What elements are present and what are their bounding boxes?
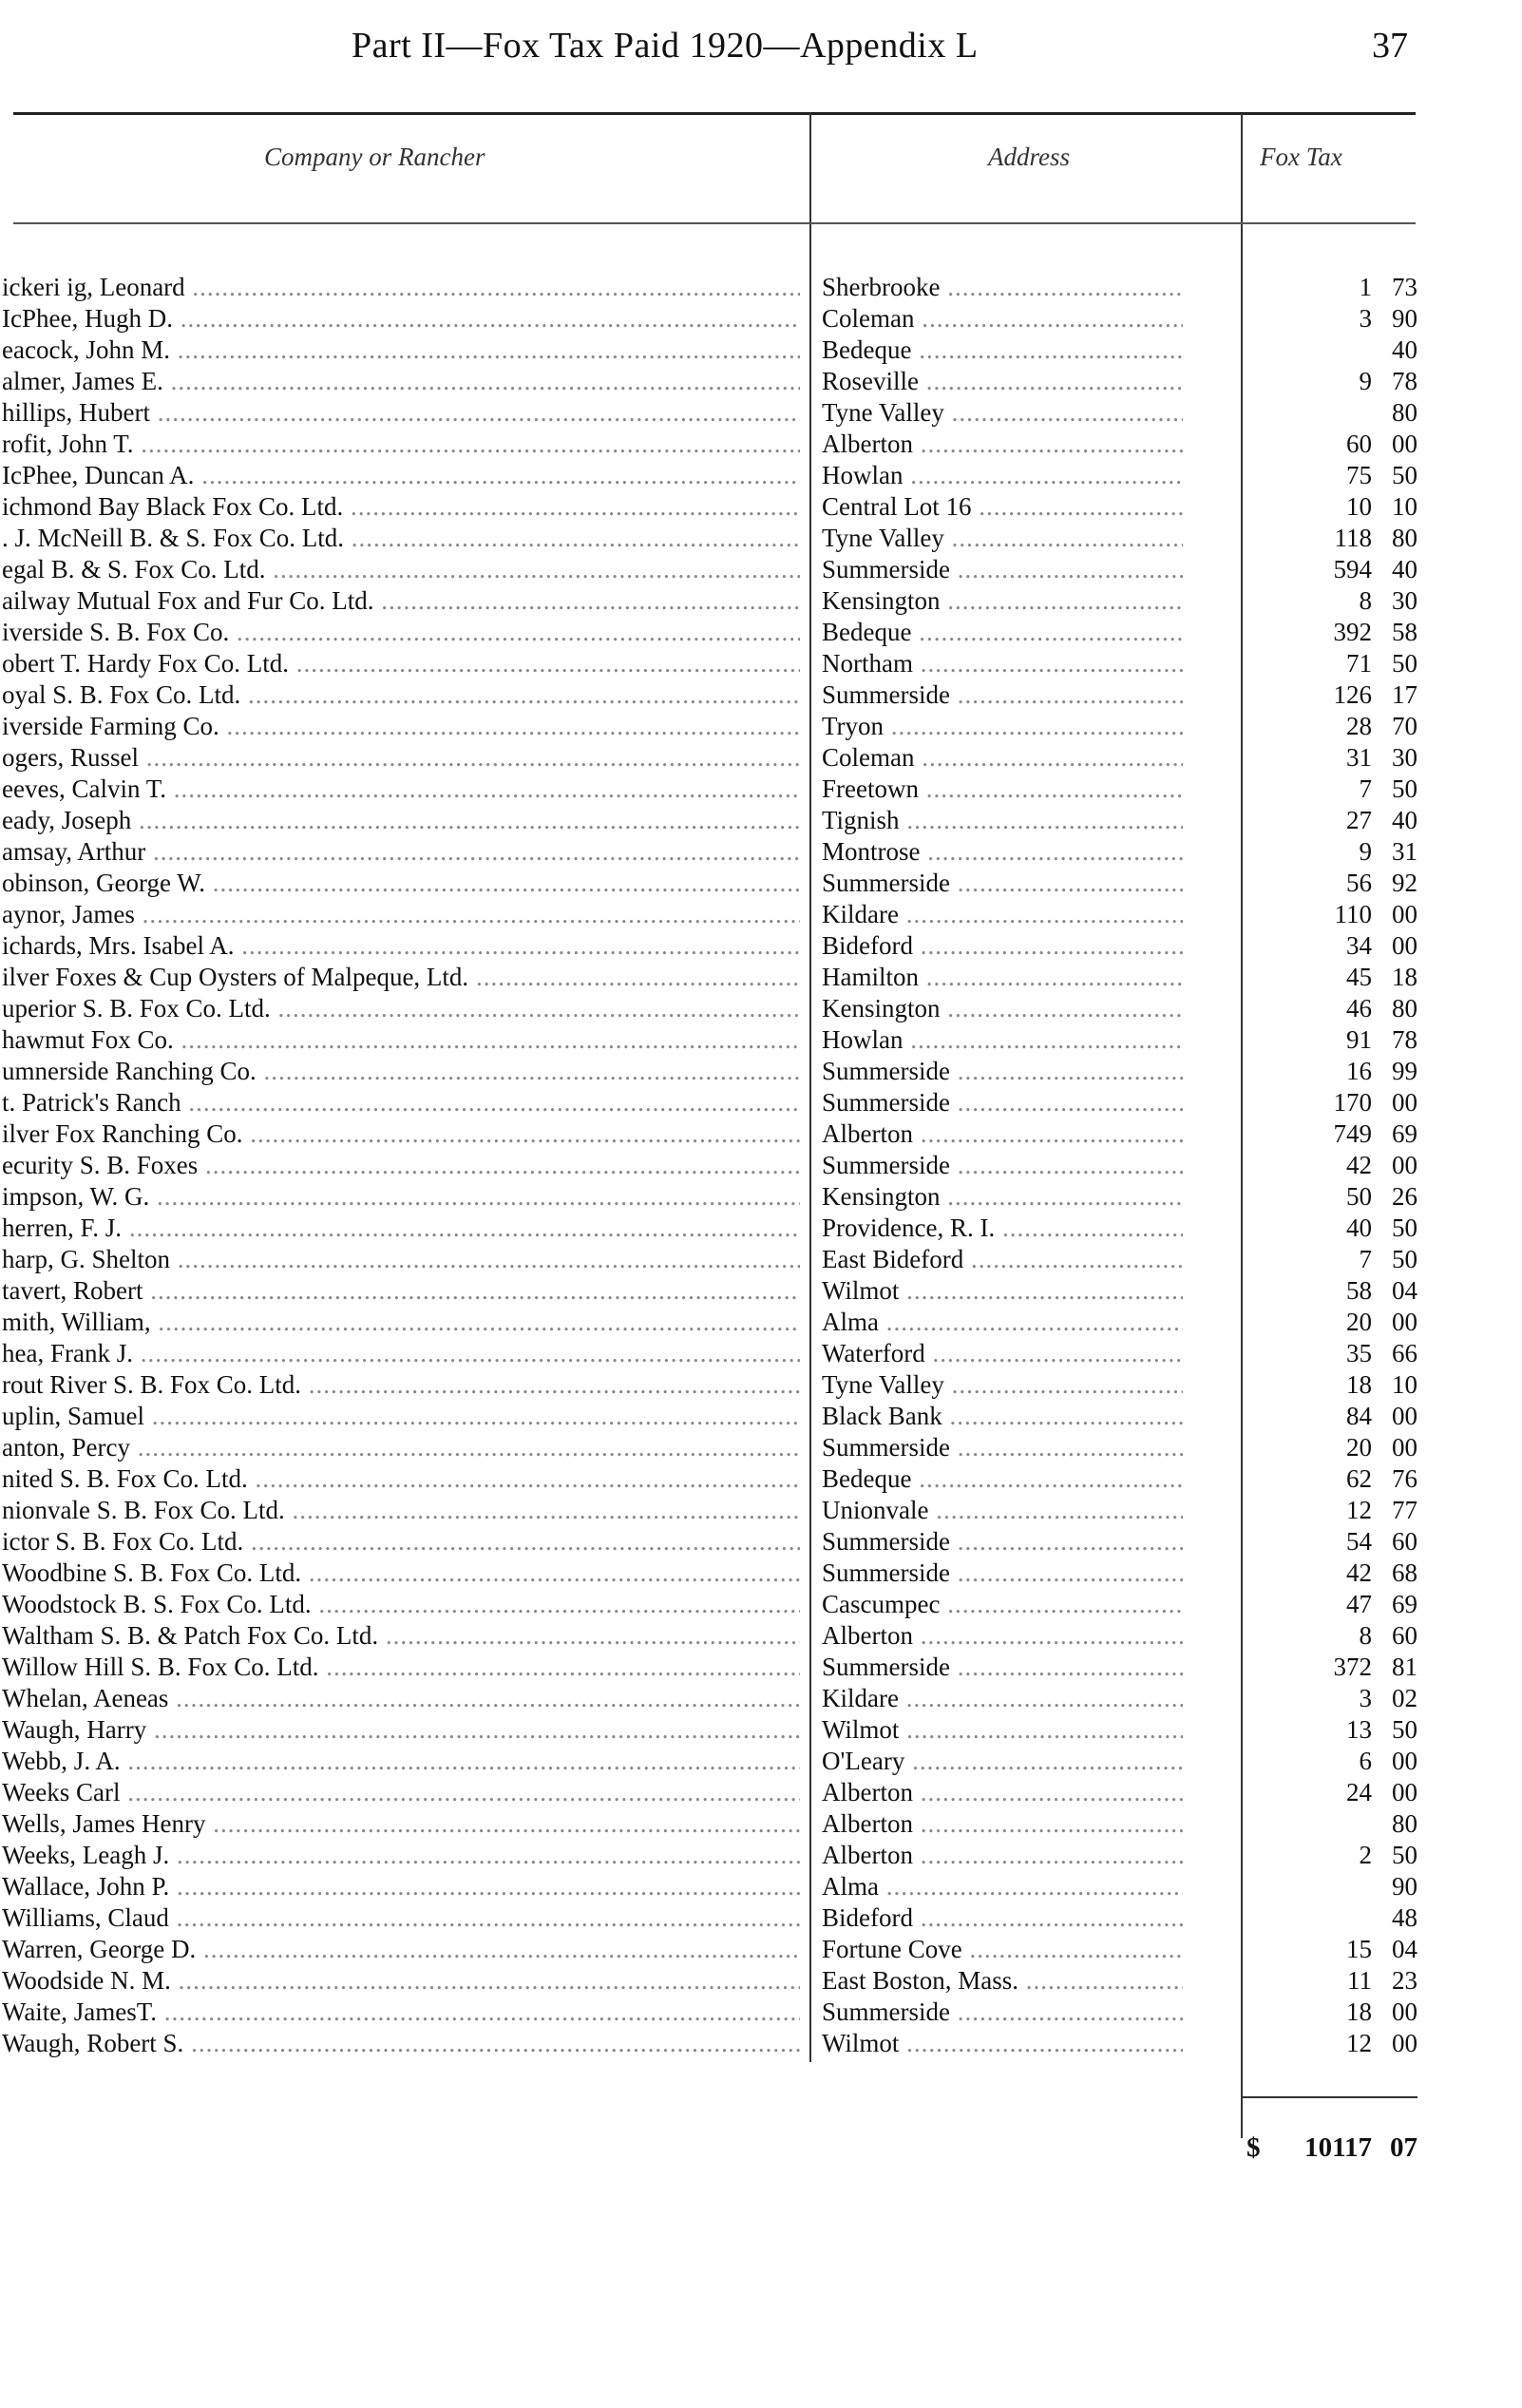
tax-cents: 04 <box>1392 1276 1417 1305</box>
table-row <box>0 868 1522 899</box>
rancher-name: Webb, J. A. ..... <box>2 1746 800 1777</box>
rancher-name: tavert, Robert ..... <box>2 1275 800 1307</box>
tax-dollars: 58 <box>1346 1276 1372 1305</box>
table-row <box>0 617 1522 648</box>
tax-cents: 50 <box>1392 649 1417 678</box>
tax-dollars: 12 <box>1346 1496 1372 1524</box>
table-row <box>0 334 1522 366</box>
table-row <box>0 1683 1522 1714</box>
tax-dollars: 11 <box>1347 1966 1372 1995</box>
tax-dollars: 7 <box>1359 774 1372 803</box>
address: Kensington ..... <box>822 585 1183 617</box>
rancher-name: egal B. & S. Fox Co. Ltd. ..... <box>2 554 800 585</box>
address: Summerside ..... <box>822 868 1183 899</box>
tax-dollars: 35 <box>1346 1339 1372 1367</box>
tax-dollars: 3 <box>1359 304 1372 333</box>
rancher-name: hillips, Hubert ..... <box>2 397 800 429</box>
page-number: 37 <box>1372 26 1408 66</box>
tax-dollars: 54 <box>1346 1527 1372 1556</box>
table-row <box>0 805 1522 836</box>
tax-dollars <box>1235 1902 1372 1934</box>
tax-cents: 40 <box>1392 555 1417 583</box>
address: Central Lot 16 ..... <box>822 491 1183 523</box>
tax-dollars: 28 <box>1346 712 1372 740</box>
table-row <box>0 303 1522 334</box>
tax-cents: 50 <box>1392 1841 1417 1869</box>
tax-cents: 99 <box>1392 1057 1417 1085</box>
address: Howlan ..... <box>822 460 1183 491</box>
rancher-name: obert T. Hardy Fox Co. Ltd. ..... <box>2 648 800 679</box>
table-row <box>0 429 1522 460</box>
address: Bedeque ..... <box>822 617 1183 648</box>
rancher-name: mith, William, ..... <box>2 1307 800 1338</box>
tax-dollars: 13 <box>1346 1715 1372 1744</box>
rancher-name: ichmond Bay Black Fox Co. Ltd. ..... <box>2 491 800 523</box>
tax-cents: 58 <box>1392 618 1417 646</box>
table-row <box>0 962 1522 993</box>
tax-dollars: 91 <box>1346 1025 1372 1054</box>
table-row <box>0 1495 1522 1526</box>
tax-cents: 76 <box>1392 1464 1417 1493</box>
table-row <box>0 1213 1522 1244</box>
header-rule <box>13 222 1416 224</box>
table-row <box>0 1338 1522 1369</box>
table-row <box>0 1087 1522 1118</box>
tax-cents: 00 <box>1392 1402 1417 1430</box>
address: Alberton ..... <box>822 1777 1183 1808</box>
table-row <box>0 742 1522 774</box>
rancher-name: ictor S. B. Fox Co. Ltd. ..... <box>2 1526 800 1558</box>
address: Alberton ..... <box>822 1620 1183 1652</box>
address: Roseville ..... <box>822 366 1183 397</box>
tax-cents: 66 <box>1392 1339 1417 1367</box>
tax-cents: 00 <box>1392 931 1417 960</box>
tax-dollars: 8 <box>1359 586 1372 615</box>
rancher-name: hawmut Fox Co. ..... <box>2 1024 800 1056</box>
rancher-name: oyal S. B. Fox Co. Ltd. ..... <box>2 679 800 711</box>
table-row <box>0 366 1522 397</box>
table-row <box>0 523 1522 554</box>
tax-cents: 80 <box>1392 1809 1417 1838</box>
address: Howlan ..... <box>822 1024 1183 1056</box>
tax-dollars: 62 <box>1346 1464 1372 1493</box>
address: Summerside ..... <box>822 1558 1183 1589</box>
tax-dollars: 110 <box>1334 900 1372 928</box>
table-row <box>0 1902 1522 1934</box>
tax-cents: 60 <box>1392 1527 1417 1556</box>
address: Cascumpec ..... <box>822 1589 1183 1620</box>
table-row <box>0 1181 1522 1213</box>
tax-cents: 48 <box>1392 1903 1417 1932</box>
address: Bedeque ..... <box>822 334 1183 366</box>
table-row <box>0 1808 1522 1840</box>
address: Alberton ..... <box>822 429 1183 460</box>
tax-cents: 18 <box>1392 963 1417 991</box>
rancher-name: Willow Hill S. B. Fox Co. Ltd. ..... <box>2 1652 800 1683</box>
address: Coleman ..... <box>822 303 1183 334</box>
rancher-name: amsay, Arthur ..... <box>2 836 800 868</box>
tax-dollars: 170 <box>1333 1088 1372 1117</box>
running-head <box>0 25 1522 82</box>
rancher-name: uplin, Samuel ..... <box>2 1401 800 1432</box>
tax-cents: 00 <box>1392 1778 1417 1806</box>
tax-dollars: 42 <box>1346 1558 1372 1587</box>
address: Kensington ..... <box>822 1181 1183 1213</box>
tax-dollars: 34 <box>1346 931 1372 960</box>
tax-dollars: 31 <box>1346 743 1372 772</box>
tax-cents: 00 <box>1392 900 1417 928</box>
address: Black Bank ..... <box>822 1401 1183 1432</box>
tax-dollars: 392 <box>1333 618 1372 646</box>
address: Bideford ..... <box>822 930 1183 962</box>
address: Freetown ..... <box>822 774 1183 805</box>
tax-dollars <box>1235 1871 1372 1902</box>
rancher-name: eady, Joseph ..... <box>2 805 800 836</box>
rancher-name: Williams, Claud ..... <box>2 1902 800 1934</box>
tax-cents: 78 <box>1392 1025 1417 1054</box>
address: Summerside ..... <box>822 1526 1183 1558</box>
tax-cents: 80 <box>1392 524 1417 552</box>
rancher-name: ichards, Mrs. Isabel A. ..... <box>2 930 800 962</box>
tax-cents: 30 <box>1392 743 1417 772</box>
address: Summerside ..... <box>822 1056 1183 1087</box>
rancher-name: iverside S. B. Fox Co. ..... <box>2 617 800 648</box>
address: O'Leary ..... <box>822 1746 1183 1777</box>
address: Tignish ..... <box>822 805 1183 836</box>
address: Summerside ..... <box>822 1087 1183 1118</box>
tax-dollars: 8 <box>1359 1621 1372 1650</box>
address: Wilmot ..... <box>822 1714 1183 1746</box>
total-currency-symbol: $ <box>1246 2132 1261 2163</box>
rancher-name: nited S. B. Fox Co. Ltd. ..... <box>2 1463 800 1495</box>
rancher-name: nionvale S. B. Fox Co. Ltd. ..... <box>2 1495 800 1526</box>
rancher-name: ickeri ig, Leonard ..... <box>2 272 800 303</box>
table-row <box>0 1777 1522 1808</box>
rancher-name: Woodside N. M. ..... <box>2 1965 800 1997</box>
table-row <box>0 679 1522 711</box>
rancher-name: rofit, John T. ..... <box>2 429 800 460</box>
address: Alma ..... <box>822 1307 1183 1338</box>
table-row <box>0 648 1522 679</box>
table-row <box>0 491 1522 523</box>
rancher-name: aynor, James ..... <box>2 899 800 930</box>
address: East Bideford ..... <box>822 1244 1183 1275</box>
address: Summerside ..... <box>822 679 1183 711</box>
tax-dollars: 9 <box>1359 837 1372 866</box>
tax-dollars: 749 <box>1333 1119 1372 1148</box>
address: Alberton ..... <box>822 1808 1183 1840</box>
address: Kildare ..... <box>822 1683 1183 1714</box>
address: Summerside ..... <box>822 1997 1183 2028</box>
address: Kildare ..... <box>822 899 1183 930</box>
rancher-name: ilver Fox Ranching Co. ..... <box>2 1118 800 1150</box>
table-row <box>0 1652 1522 1683</box>
total-dollars: 10117 <box>1304 2132 1372 2163</box>
tax-dollars: 9 <box>1359 367 1372 395</box>
table-row <box>0 1401 1522 1432</box>
tax-dollars: 6 <box>1359 1747 1372 1775</box>
tax-dollars: 71 <box>1346 649 1372 678</box>
rancher-name: Woodstock B. S. Fox Co. Ltd. ..... <box>2 1589 800 1620</box>
tax-cents: 10 <box>1392 492 1417 521</box>
tax-dollars: 15 <box>1346 1935 1372 1963</box>
tax-cents: 80 <box>1392 398 1417 427</box>
rancher-name: hea, Frank J. ..... <box>2 1338 800 1369</box>
rancher-name: IcPhee, Duncan A. ..... <box>2 460 800 491</box>
rancher-name: Waugh, Robert S. ..... <box>2 2028 800 2059</box>
tax-cents: 00 <box>1392 2029 1417 2057</box>
rancher-name: Wells, James Henry ..... <box>2 1808 800 1840</box>
table-row <box>0 930 1522 962</box>
address: Bedeque ..... <box>822 1463 1183 1495</box>
tax-dollars: 20 <box>1346 1308 1372 1336</box>
tax-cents: 00 <box>1392 430 1417 458</box>
column-header-tax: Fox Tax <box>1260 143 1342 171</box>
address: Kensington ..... <box>822 993 1183 1024</box>
address: Tyne Valley ..... <box>822 523 1183 554</box>
tax-dollars: 20 <box>1346 1433 1372 1462</box>
rancher-name: anton, Percy ..... <box>2 1432 800 1463</box>
rancher-name: IcPhee, Hugh D. ..... <box>2 303 800 334</box>
table-row <box>0 1558 1522 1589</box>
tax-cents: 04 <box>1392 1935 1417 1963</box>
tax-dollars: 42 <box>1346 1151 1372 1179</box>
tax-dollars: 12 <box>1346 2029 1372 2057</box>
address: Hamilton ..... <box>822 962 1183 993</box>
rancher-name: eeves, Calvin T. ..... <box>2 774 800 805</box>
table-row <box>0 1840 1522 1871</box>
address: Tyne Valley ..... <box>822 397 1183 429</box>
tax-cents: 40 <box>1392 806 1417 834</box>
rancher-name: ogers, Russel ..... <box>2 742 800 774</box>
tax-dollars <box>1235 1808 1372 1840</box>
tax-dollars: 50 <box>1346 1182 1372 1211</box>
address: Wilmot ..... <box>822 2028 1183 2059</box>
tax-dollars: 372 <box>1333 1653 1372 1681</box>
tax-dollars: 46 <box>1346 994 1372 1022</box>
tax-dollars: 18 <box>1346 1370 1372 1399</box>
rancher-name: . J. McNeill B. & S. Fox Co. Ltd. ..... <box>2 523 800 554</box>
table-row <box>0 774 1522 805</box>
tax-cents: 77 <box>1392 1496 1417 1524</box>
tax-dollars: 45 <box>1346 963 1372 991</box>
tax-cents: 50 <box>1392 1715 1417 1744</box>
tax-cents: 31 <box>1392 837 1417 866</box>
rancher-name: t. Patrick's Ranch ..... <box>2 1087 800 1118</box>
tax-dollars: 75 <box>1346 461 1372 489</box>
rancher-name: Waltham S. B. & Patch Fox Co. Ltd. ..... <box>2 1620 800 1652</box>
tax-cents: 00 <box>1392 1997 1417 2026</box>
rancher-name: Waugh, Harry ..... <box>2 1714 800 1746</box>
table-row <box>0 711 1522 742</box>
rancher-name: rout River S. B. Fox Co. Ltd. ..... <box>2 1369 800 1401</box>
tax-cents: 92 <box>1392 869 1417 897</box>
address: Fortune Cove ..... <box>822 1934 1183 1965</box>
address: Waterford ..... <box>822 1338 1183 1369</box>
table-row <box>0 1620 1522 1652</box>
address: Bideford ..... <box>822 1902 1183 1934</box>
rancher-name: Warren, George D. ..... <box>2 1934 800 1965</box>
tax-cents: 60 <box>1392 1621 1417 1650</box>
rancher-name: Whelan, Aeneas ..... <box>2 1683 800 1714</box>
tax-dollars: 27 <box>1346 806 1372 834</box>
address: Summerside ..... <box>822 1150 1183 1181</box>
tax-cents: 30 <box>1392 586 1417 615</box>
tax-dollars: 40 <box>1346 1214 1372 1242</box>
table-row <box>0 1056 1522 1087</box>
tax-dollars: 24 <box>1346 1778 1372 1806</box>
address: Sherbrooke ..... <box>822 272 1183 303</box>
table-row <box>0 1746 1522 1777</box>
table-row <box>0 1118 1522 1150</box>
table-row <box>0 554 1522 585</box>
tax-cents: 50 <box>1392 461 1417 489</box>
column-header-address: Address <box>988 143 1070 171</box>
tax-cents: 50 <box>1392 1214 1417 1242</box>
address: Northam ..... <box>822 648 1183 679</box>
rancher-name: Weeks Carl ..... <box>2 1777 800 1808</box>
table-row <box>0 836 1522 868</box>
table-row <box>0 1024 1522 1056</box>
tax-cents: 69 <box>1392 1119 1417 1148</box>
address: Alma ..... <box>822 1871 1183 1902</box>
column-header-name: Company or Rancher <box>264 143 485 171</box>
rancher-name: Waite, JamesT. ..... <box>2 1997 800 2028</box>
tax-dollars: 47 <box>1346 1590 1372 1618</box>
tax-cents: 00 <box>1392 1308 1417 1336</box>
tax-dollars: 84 <box>1346 1402 1372 1430</box>
address: Tryon ..... <box>822 711 1183 742</box>
table-row <box>0 1307 1522 1338</box>
total-rule <box>1241 2096 1417 2098</box>
address: Providence, R. I. ..... <box>822 1213 1183 1244</box>
tax-dollars: 118 <box>1334 524 1372 552</box>
rancher-name: ailway Mutual Fox and Fur Co. Ltd. ..... <box>2 585 800 617</box>
rancher-name: obinson, George W. ..... <box>2 868 800 899</box>
rancher-name: eacock, John M. ..... <box>2 334 800 366</box>
rancher-name: Wallace, John P. ..... <box>2 1871 800 1902</box>
tax-dollars: 1 <box>1359 273 1372 301</box>
tax-cents: 00 <box>1392 1433 1417 1462</box>
tax-dollars: 594 <box>1333 555 1372 583</box>
tax-cents: 17 <box>1392 680 1417 709</box>
tax-cents: 02 <box>1392 1684 1417 1712</box>
address: Tyne Valley ..... <box>822 1369 1183 1401</box>
tax-cents: 81 <box>1392 1653 1417 1681</box>
address: Unionvale ..... <box>822 1495 1183 1526</box>
address: Wilmot ..... <box>822 1275 1183 1307</box>
table-row <box>0 2028 1522 2059</box>
table-row <box>0 993 1522 1024</box>
tax-cents: 23 <box>1392 1966 1417 1995</box>
rancher-name: iverside Farming Co. ..... <box>2 711 800 742</box>
tax-cents: 00 <box>1392 1151 1417 1179</box>
tax-dollars: 2 <box>1359 1841 1372 1869</box>
tax-dollars: 7 <box>1359 1245 1372 1273</box>
table-row <box>0 1432 1522 1463</box>
rancher-name: Woodbine S. B. Fox Co. Ltd. ..... <box>2 1558 800 1589</box>
table-row <box>0 460 1522 491</box>
table-row <box>0 1589 1522 1620</box>
rancher-name: umnerside Ranching Co. ..... <box>2 1056 800 1087</box>
table-row <box>0 1244 1522 1275</box>
tax-cents: 50 <box>1392 1245 1417 1273</box>
tax-cents: 90 <box>1392 304 1417 333</box>
rancher-name: almer, James E. ..... <box>2 366 800 397</box>
tax-cents: 69 <box>1392 1590 1417 1618</box>
tax-cents: 50 <box>1392 774 1417 803</box>
rancher-name: impson, W. G. ..... <box>2 1181 800 1213</box>
tax-dollars: 126 <box>1333 680 1372 709</box>
rancher-name: ilver Foxes & Cup Oysters of Malpeque, Ltd. ..... <box>2 962 800 993</box>
tax-cents: 40 <box>1392 335 1417 364</box>
tax-dollars: 10 <box>1346 492 1372 521</box>
tax-dollars: 3 <box>1359 1684 1372 1712</box>
table-row <box>0 397 1522 429</box>
tax-cents: 10 <box>1392 1370 1417 1399</box>
tax-dollars: 60 <box>1346 430 1372 458</box>
top-rule <box>13 112 1416 115</box>
address: Summerside ..... <box>822 554 1183 585</box>
table-row <box>0 1997 1522 2028</box>
rancher-name: herren, F. J. ..... <box>2 1213 800 1244</box>
table-row <box>0 272 1522 303</box>
rancher-name: ecurity S. B. Foxes ..... <box>2 1150 800 1181</box>
tax-cents: 00 <box>1392 1747 1417 1775</box>
rancher-name: Weeks, Leagh J. ..... <box>2 1840 800 1871</box>
table-row <box>0 1275 1522 1307</box>
tax-cents: 00 <box>1392 1088 1417 1117</box>
address: East Boston, Mass. ..... <box>822 1965 1183 1997</box>
tax-dollars: 16 <box>1346 1057 1372 1085</box>
rancher-name: harp, G. Shelton ..... <box>2 1244 800 1275</box>
table-row <box>0 1871 1522 1902</box>
tax-dollars: 18 <box>1346 1997 1372 2026</box>
tax-cents: 80 <box>1392 994 1417 1022</box>
address: Summerside ..... <box>822 1432 1183 1463</box>
tax-cents: 78 <box>1392 367 1417 395</box>
tax-cents: 26 <box>1392 1182 1417 1211</box>
address: Alberton ..... <box>822 1118 1183 1150</box>
table-row <box>0 585 1522 617</box>
address: Summerside ..... <box>822 1652 1183 1683</box>
table-row <box>0 1526 1522 1558</box>
tax-cents: 90 <box>1392 1872 1417 1901</box>
table-row <box>0 1934 1522 1965</box>
tax-dollars <box>1235 397 1372 429</box>
tax-cents: 73 <box>1392 273 1417 301</box>
table-row <box>0 1463 1522 1495</box>
rancher-name: uperior S. B. Fox Co. Ltd. ..... <box>2 993 800 1024</box>
address: Alberton ..... <box>822 1840 1183 1871</box>
table-row <box>0 899 1522 930</box>
table-row <box>0 1965 1522 1997</box>
page-title: Part II—Fox Tax Paid 1920—Appendix L <box>352 26 979 66</box>
table-row <box>0 1369 1522 1401</box>
address: Coleman ..... <box>822 742 1183 774</box>
address: Montrose ..... <box>822 836 1183 868</box>
tax-cents: 68 <box>1392 1558 1417 1587</box>
table-row <box>0 1150 1522 1181</box>
tax-dollars: 56 <box>1346 869 1372 897</box>
tax-cents: 70 <box>1392 712 1417 740</box>
total-cents: 07 <box>1390 2132 1417 2163</box>
tax-dollars <box>1235 334 1372 366</box>
table-row <box>0 1714 1522 1746</box>
